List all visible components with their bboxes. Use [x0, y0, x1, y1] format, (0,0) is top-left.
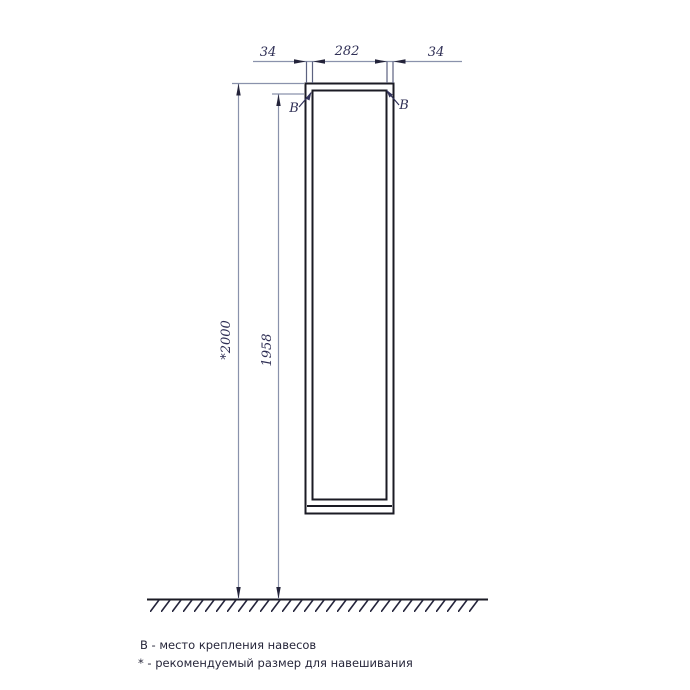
arrow-1958-bottom — [276, 587, 280, 599]
arrow-2000-bottom — [236, 587, 240, 599]
dim-top-right: 34 — [427, 45, 445, 60]
arrow-right-34 — [394, 59, 406, 63]
arrow-2000-top — [236, 84, 240, 96]
mount-label-right: В — [399, 98, 409, 113]
top-dimension — [253, 44, 462, 83]
arrow-1958-top — [276, 94, 280, 106]
ground-hatching — [150, 600, 480, 612]
legend — [138, 638, 413, 670]
floor — [147, 600, 488, 613]
cabinet — [306, 84, 394, 514]
cabinet-outer-frame — [306, 84, 394, 514]
arrow-left-34 — [294, 59, 306, 63]
mount-label-left: В — [289, 101, 299, 116]
dim-top-left: 34 — [259, 45, 277, 60]
arrow-282-left — [313, 59, 325, 63]
dim-overall-height: *2000 — [219, 320, 234, 360]
legend-line-1: В - место крепления навесов — [140, 638, 317, 652]
dim-mounting-height: 1958 — [260, 333, 275, 367]
cabinet-door-panel — [313, 91, 387, 500]
height-dimensions — [219, 84, 304, 600]
arrow-282-right — [375, 59, 387, 63]
legend-line-2: * - рекомендуемый размер для навешивания — [138, 656, 413, 670]
dim-top-center: 282 — [334, 44, 360, 59]
